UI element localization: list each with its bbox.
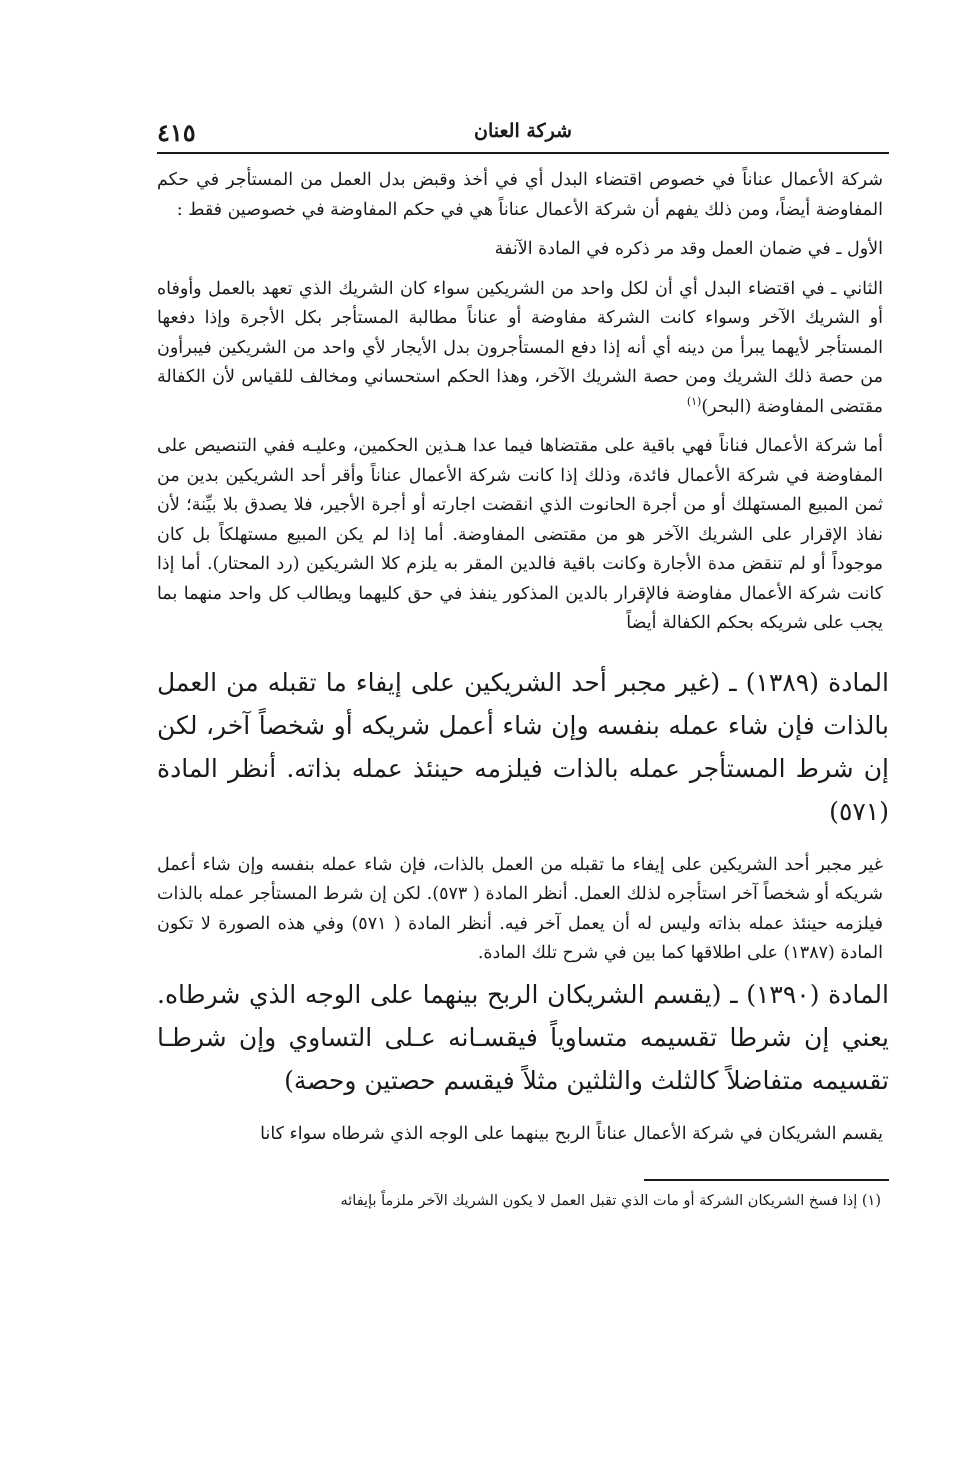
page-number: ٤١٥ (157, 118, 196, 147)
article-1389: المادة (١٣٨٩) ـ (غير مجبر أحد الشريكين على إيفاء ما تقبله من العمل بالذات فإن شاء عمله بنفسه وإن شاء أعمل شريكه أو شخصاً آخر، لكن إن شرط المستأجر عمله بالذات فيلزمه حينئذ عمله بذاته. أنظر المادة (٥٧١) (157, 667, 889, 826)
paragraph-inan: أما شركة الأعمال فناناً فهي باقية على مقتضاها فيما عدا هـذين الحكمين، وعليـه ففي التنصيص على المفاوضة في شركة الأعمال فائدة، وذلك إذا كانت شركة الأعمال عناناً وأقر أحد الشريكين بدين من ثمن المبيع المستهلك أو من أجرة الحانوت الذي انقضت اجارته أو أجرة الأجير، فلا يصدق بلا بيِّنة؛ لأن نفاذ الإقرار على الشريك الآخر هو من مقتضى المفاوضة. أما إذا لم يكن المبيع مستهلكاً بل كان موجوداً أو لم تنقض مدة الأجارة وكانت باقية فالدين المقر به يلزم كلا الشريكين (رد المحتار). أما إذا كانت شركة الأعمال مفاوضة فالإقرار بالدين المذكور ينفذ في حق كليهما ويطالب كل واحد منهما بما يجب على شريكه بحكم الكفالة أيضاً (157, 436, 883, 633)
paragraph-second-case-text: الثاني ـ في اقتضاء البدل أي أن لكل واحد من الشريكين سواء كان الشريك الذي تعهد بالعمل وأوفاه أو الشريك الآخر وسواء كانت الشركة مفاوضة أو عناناً مطالبة المستأجر بكل الأجرة وإذا دفعها المستأجر لأيهما يبرأ من دينه أي أنه إذا دفع المستأجرون بدل الأيجار لأي واحد من الشريكين فيبرأون من حصة ذلك الشريك ومن حصة الشريك الآخر، وهذا الحكم استحساني ومخالف للقياس لأن الكفالة مقتضى المفاوضة (البحر) (157, 278, 883, 417)
paragraph-1389-commentary: غير مجبر أحد الشريكين على إيفاء ما تقبله من العمل بالذات، فإن شاء عمله بنفسه وإن شاء أعمل شريكه أو شخصاً آخر استأجره لذلك العمل. أنظر المادة ( ٥٧٣). لكن إن شرط المستأجر عمله بالذات فيلزمه حينئذ عمله بذاته وليس له أن يعمل آخر فيه. أنظر المادة ( ٥٧١) وفي هذه الصورة لا تكون المادة (١٣٨٧) على اطلاقها كما بين في شرح تلك المادة. (157, 854, 883, 963)
paragraph-first-case: الأول ـ في ضمان العمل وقد مر ذكره في المادة الآنفة (494, 239, 883, 259)
paragraph-second-case (157, 275, 883, 423)
footnote-divider (644, 1179, 889, 1181)
document-page (157, 118, 889, 1458)
footnote-reference: (١) (686, 394, 702, 408)
article-1390: المادة (١٣٩٠) ـ (يقسم الشريكان الربح بينهما على الوجه الذي شرطاه. يعني إن شرطا تقسيمه متساوياً فيقسـانه عـلى التساوي وإن شرطـا تقسيمه متفاضلاً كالثلث والثلثين مثلاً فيقسم حصتين وحصة) (157, 979, 889, 1095)
page-header (157, 118, 889, 154)
footnote: (١) إذا فسخ الشريكان الشركة أو مات الذي تقبل العمل لا يكون الشريك الآخر ملزماً بإيفائه (340, 1193, 881, 1209)
chapter-title: شركة العنان (474, 120, 572, 142)
paragraph-1390-commentary: يقسم الشريكان في شركة الأعمال عناناً الربح بينهما على الوجه الذي شرطاه سواء كانا (260, 1123, 883, 1144)
paragraph-intro: شركة الأعمال عناناً في خصوص اقتضاء البدل أي في أخذ وقبض بدل العمل من المستأجر في حكم المفاوضة أيضاً، ومن ذلك يفهم أن شركة الأعمال عناناً هي في حكم المفاوضة في خصوصين فقط : (157, 170, 883, 220)
